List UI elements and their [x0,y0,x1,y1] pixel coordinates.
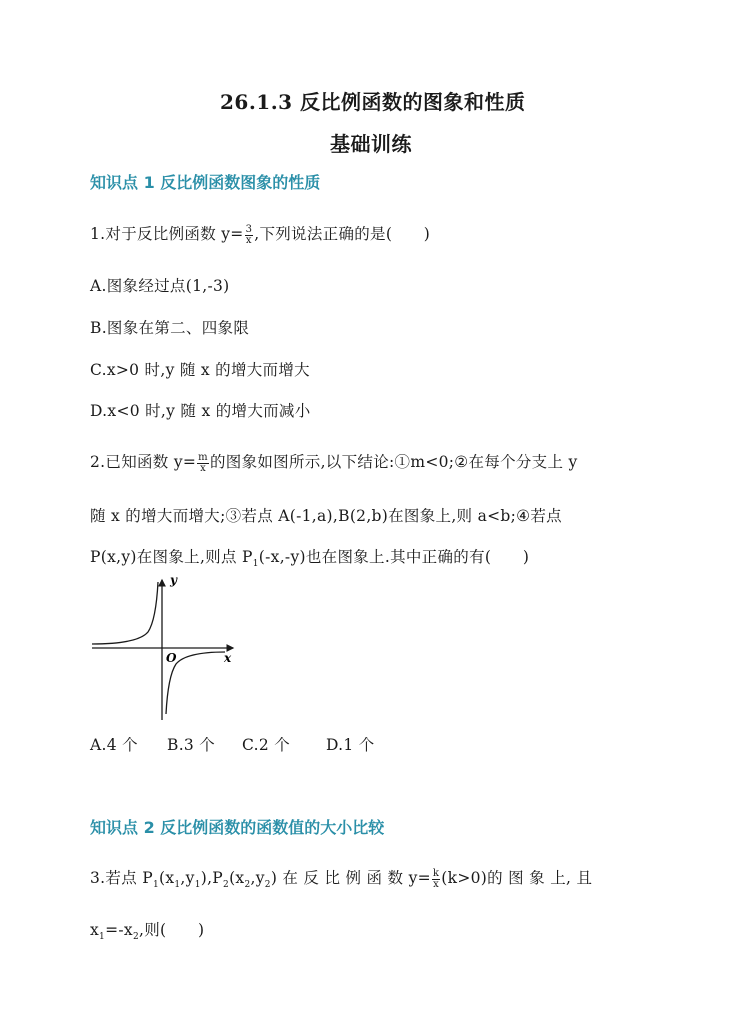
question-1-stem [90,222,430,246]
question-3-line-2 [90,918,204,942]
q2-option-a: A.4 个 [90,736,138,754]
q3-l2a: x [90,921,100,939]
q1-fraction [245,225,254,246]
question-2-line-3 [90,545,529,569]
q3-l2c: ,则( ) [138,921,205,939]
q2-fraction [197,453,209,474]
q3-t1: 3.若点 P [90,869,153,887]
q2-prefix: 2.已知函数 y= [90,453,197,471]
q3-s4: 2 [223,880,230,891]
q2-line3-a: P(x,y)在图象上,则点 P [90,548,253,566]
q2-frac-num: m [198,451,208,463]
section-heading-2: 知识点 2 反比例函数的函数值的大小比较 [90,818,385,837]
q3-t8: (k>0)的 图 象 上, 且 [441,869,593,887]
q3-frac-den: x [433,878,440,890]
q3-l2s2: 2 [132,932,139,943]
q1-frac-den: x [245,234,252,246]
q1-suffix: ,下列说法正确的是( ) [254,225,431,243]
q2-option-b: B.3 个 [167,736,216,754]
q3-fraction [432,869,440,890]
q1-option-a: A.图象经过点(1,-3) [90,277,230,295]
page-subtitle: 基础训练 [330,132,412,156]
hyperbola-graph [90,572,240,722]
question-2-line-2: 随 x 的增大而增大;③若点 A(-1,a),B(2,b)在图象上,则 a<b;④若点 [90,507,562,525]
q3-s1: 1 [152,880,159,891]
q1-option-c: C.x>0 时,y 随 x 的增大而增大 [90,361,310,379]
x-axis-label: x [224,651,232,665]
q3-s5: 2 [244,880,251,891]
q3-s6: 2 [264,880,271,891]
question-2-line-1 [90,450,578,474]
q3-t2: (x [158,869,175,887]
q2-frac-den: x [200,462,207,474]
origin-label: O [166,651,177,665]
q1-frac-num: 3 [245,223,253,235]
q3-s3: 1 [194,880,201,891]
q1-option-d: D.x<0 时,y 随 x 的增大而减小 [90,402,311,420]
q1-option-b: B.图象在第二、四象限 [90,319,250,337]
q2-options [90,733,375,755]
q2-line1-suffix: 的图象如图所示,以下结论:①m<0;②在每个分支上 y [209,453,578,471]
q2-option-c: C.2 个 [242,736,291,754]
q3-l2s1: 1 [99,932,106,943]
y-axis-label: y [170,573,177,587]
q3-t6: ,y [250,869,265,887]
q3-t4: ),P [200,869,224,887]
q1-prefix: 1.对于反比例函数 y= [90,225,244,243]
curve-branch-upper-left [92,582,158,644]
q2-line3-sub: 1 [252,559,259,570]
q3-t7: ) 在 反 比 例 函 数 y= [270,869,431,887]
q2-line3-b: (-x,-y)也在图象上.其中正确的有( ) [258,548,530,566]
section-heading-1: 知识点 1 反比例函数图象的性质 [90,173,321,192]
question-3-line-1 [90,866,592,890]
q3-t5: (x [229,869,245,887]
q3-t3: ,y [180,869,195,887]
q2-option-d: D.1 个 [326,736,375,754]
page-title: 26.1.3 反比例函数的图象和性质 [220,90,526,114]
q3-frac-num: k [432,867,440,879]
q3-s2: 1 [174,880,181,891]
q3-l2b: =-x [105,921,133,939]
